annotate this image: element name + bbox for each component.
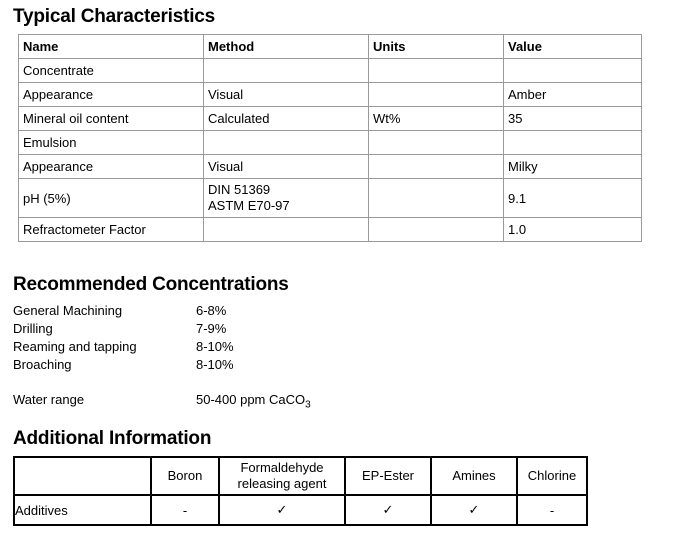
method-line: DIN 51369 <box>208 182 271 197</box>
cell-name: Concentrate <box>19 59 204 83</box>
concentration-label: Broaching <box>13 357 72 372</box>
ep-ester-value: ✓ <box>345 495 431 525</box>
cell-method <box>204 59 369 83</box>
cell-value: Milky <box>504 155 642 179</box>
concentration-value: 8-10% <box>196 339 234 354</box>
header-empty <box>14 457 151 495</box>
method-line: ASTM E70-97 <box>208 198 290 213</box>
water-range-label: Water range <box>13 392 85 407</box>
concentration-value: 7-9% <box>196 321 227 336</box>
cell-units <box>369 218 504 242</box>
table-row <box>19 218 642 242</box>
cell-method: Visual <box>204 155 369 179</box>
cell-method: Calculated <box>204 107 369 131</box>
cell-units <box>369 179 504 218</box>
header-name: Name <box>19 35 204 59</box>
cell-value <box>504 131 642 155</box>
cell-units: Wt% <box>369 107 504 131</box>
typical-characteristics-heading: Typical Characteristics <box>13 6 216 27</box>
table-row <box>19 179 642 218</box>
water-range-value <box>196 392 311 411</box>
additives-row <box>14 495 587 525</box>
concentration-label: Drilling <box>13 321 53 336</box>
cell-method: Visual <box>204 83 369 107</box>
cell-value: 35 <box>504 107 642 131</box>
cell-value: 1.0 <box>504 218 642 242</box>
chlorine-value: - <box>517 495 587 525</box>
table-row <box>19 83 642 107</box>
header-amines: Amines <box>431 457 517 495</box>
concentration-value: 8-10% <box>196 357 234 372</box>
cell-units <box>369 59 504 83</box>
cell-value: Amber <box>504 83 642 107</box>
concentration-value: 6-8% <box>196 303 227 318</box>
additives-header-row <box>14 457 587 495</box>
cell-method <box>204 179 369 218</box>
formaldehyde-value: ✓ <box>219 495 345 525</box>
water-range-text: 50-400 ppm CaCO <box>196 392 306 407</box>
cell-method <box>204 218 369 242</box>
header-method: Method <box>204 35 369 59</box>
recommended-concentrations-heading: Recommended Concentrations <box>13 274 289 295</box>
header-units: Units <box>369 35 504 59</box>
additives-table <box>13 456 588 526</box>
table-row <box>19 131 642 155</box>
cell-units <box>369 155 504 179</box>
cell-name: Mineral oil content <box>19 107 204 131</box>
additional-information-heading: Additional Information <box>13 428 212 449</box>
cell-value <box>504 59 642 83</box>
cell-units <box>369 83 504 107</box>
water-range-subscript: 3 <box>305 399 311 411</box>
cell-method <box>204 131 369 155</box>
header-chlorine: Chlorine <box>517 457 587 495</box>
table-row <box>19 155 642 179</box>
table-row <box>19 59 642 83</box>
amines-value: ✓ <box>431 495 517 525</box>
header-formaldehyde: Formaldehyde releasing agent <box>219 457 345 495</box>
cell-name: Appearance <box>19 155 204 179</box>
concentration-label: General Machining <box>13 303 123 318</box>
table-row <box>19 107 642 131</box>
cell-name: Appearance <box>19 83 204 107</box>
cell-value: 9.1 <box>504 179 642 218</box>
additives-label: Additives <box>14 495 151 525</box>
concentration-label: Reaming and tapping <box>13 339 137 354</box>
table-header-row <box>19 35 642 59</box>
boron-value: - <box>151 495 219 525</box>
cell-name: Refractometer Factor <box>19 218 204 242</box>
header-boron: Boron <box>151 457 219 495</box>
cell-name: pH (5%) <box>19 179 204 218</box>
header-value: Value <box>504 35 642 59</box>
cell-name: Emulsion <box>19 131 204 155</box>
header-ep-ester: EP-Ester <box>345 457 431 495</box>
typical-characteristics-table <box>18 34 642 242</box>
cell-units <box>369 131 504 155</box>
